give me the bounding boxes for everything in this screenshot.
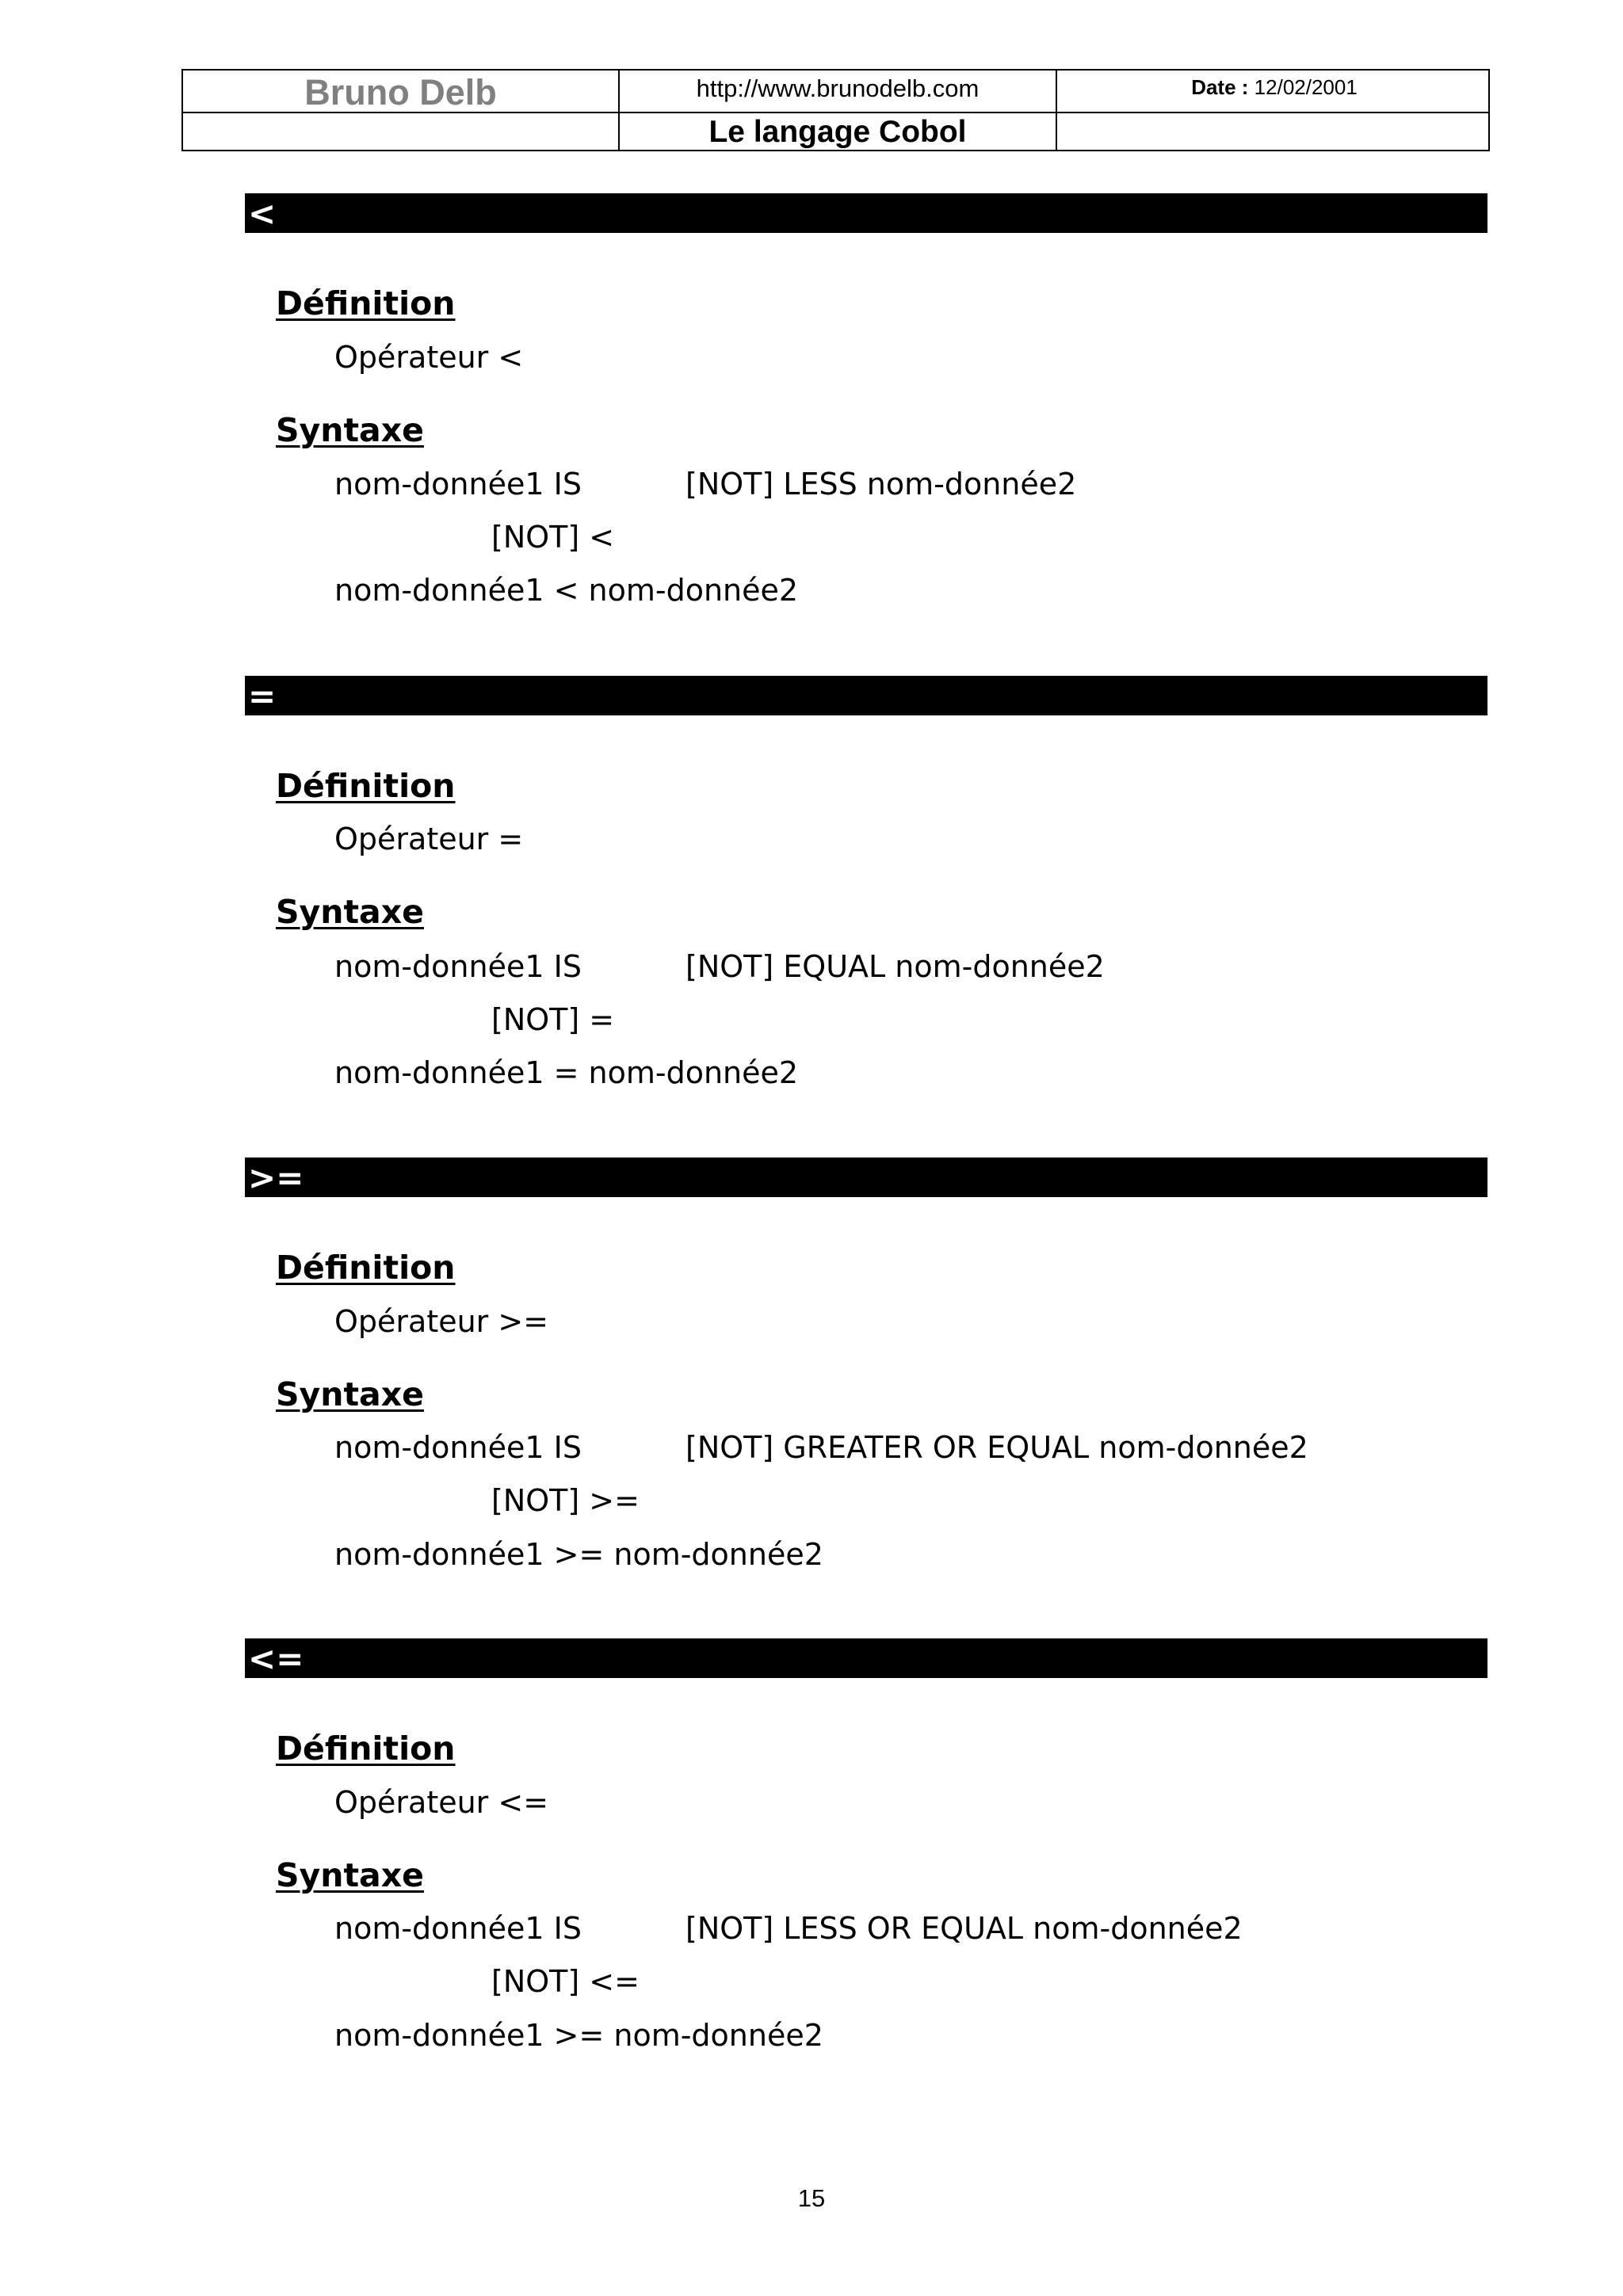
- syntax-line-short: nom-donnée1 < nom-donnée2: [334, 573, 799, 608]
- definition-heading: Définition: [276, 767, 456, 805]
- section-bar-less-or-equal: <=: [245, 1638, 1487, 1678]
- syntax-line-left: nom-donnée1 IS: [334, 1911, 582, 1946]
- syntax-heading: Syntaxe: [276, 411, 424, 449]
- syntax-line-right: [NOT] GREATER OR EQUAL nom-donnée2: [685, 1430, 1308, 1465]
- syntax-line-right: [NOT] LESS nom-donnée2: [685, 467, 1077, 502]
- definition-text: Opérateur <: [334, 340, 524, 375]
- section-bar-greater-or-equal: >=: [245, 1158, 1487, 1197]
- page-header: [181, 69, 1490, 151]
- page-number: 15: [797, 2184, 826, 2212]
- section-bar-less-than: <: [245, 193, 1487, 233]
- definition-heading: Définition: [276, 1249, 456, 1287]
- definition-text: Opérateur <=: [334, 1785, 549, 1820]
- syntax-line-right: [NOT] LESS OR EQUAL nom-donnée2: [685, 1911, 1243, 1946]
- syntax-heading: Syntaxe: [276, 1856, 424, 1894]
- syntax-line-alt: [NOT] =: [491, 1002, 615, 1037]
- definition-text: Opérateur >=: [334, 1304, 549, 1339]
- syntax-line-left: nom-donnée1 IS: [334, 949, 582, 984]
- definition-heading: Définition: [276, 284, 456, 322]
- syntax-heading: Syntaxe: [276, 1375, 424, 1413]
- header-date: [1057, 71, 1491, 112]
- header-date-value: 12/02/2001: [1254, 75, 1358, 99]
- header-date-label: Date :: [1191, 75, 1249, 99]
- syntax-line-alt: [NOT] <: [491, 520, 615, 555]
- syntax-line-short: nom-donnée1 >= nom-donnée2: [334, 1537, 823, 1572]
- syntax-heading: Syntaxe: [276, 893, 424, 931]
- section-bar-equal: =: [245, 676, 1487, 715]
- syntax-line-alt: [NOT] <=: [491, 1964, 640, 1999]
- header-url[interactable]: http://www.brunodelb.com: [696, 74, 980, 102]
- syntax-line-left: nom-donnée1 IS: [334, 467, 582, 502]
- syntax-line-right: [NOT] EQUAL nom-donnée2: [685, 949, 1105, 984]
- header-author: Bruno Delb: [304, 72, 497, 113]
- syntax-line-alt: [NOT] >=: [491, 1483, 640, 1518]
- syntax-line-left: nom-donnée1 IS: [334, 1430, 582, 1465]
- syntax-line-short: nom-donnée1 >= nom-donnée2: [334, 2018, 823, 2053]
- syntax-line-short: nom-donnée1 = nom-donnée2: [334, 1055, 799, 1090]
- definition-text: Opérateur =: [334, 822, 524, 856]
- header-doc-title: Le langage Cobol: [708, 115, 967, 149]
- definition-heading: Définition: [276, 1730, 456, 1768]
